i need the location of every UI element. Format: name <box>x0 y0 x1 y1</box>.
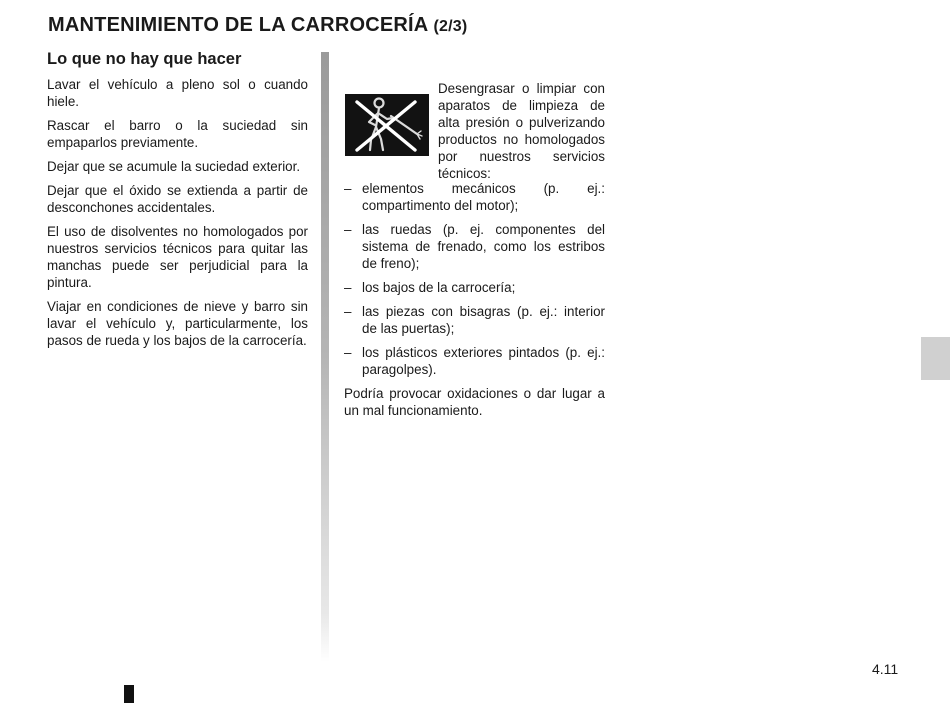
list-dash: – <box>344 181 352 196</box>
list-item <box>344 279 605 296</box>
list-dash: – <box>344 304 352 319</box>
list-dash: – <box>344 345 352 360</box>
list-item <box>344 221 605 272</box>
right-column <box>344 80 605 419</box>
list-dash: – <box>344 280 352 295</box>
paragraph: Lavar el vehículo a pleno sol o cuando hiele. <box>47 77 308 109</box>
list-item-text: los bajos de la carrocería; <box>362 280 516 295</box>
warning-intro: Desengrasar o limpiar con aparatos de limpieza de alta presión o pulverizando productos no homologados por nuestros servicios técnicos: <box>438 81 605 181</box>
title-part: (2/3) <box>433 18 468 35</box>
list-item <box>344 344 605 378</box>
list-item-text: los plásticos exteriores pintados (p. ej.: paragolpes). <box>362 345 605 377</box>
section-tab <box>921 337 950 380</box>
paragraph: El uso de disolventes no homologados por nuestros servicios técnicos para quitar las manchas puede ser perjudicial para la pintura. <box>47 224 308 290</box>
page-title <box>48 14 467 37</box>
paragraph: Rascar el barro o la suciedad sin empaparlos previamente. <box>47 118 308 150</box>
page-number: 4.11 <box>872 661 899 677</box>
section-subtitle: Lo que no hay que hacer <box>47 50 242 68</box>
paragraph: Dejar que se acumule la suciedad exterior. <box>47 159 301 174</box>
closing-note: Podría provocar oxidaciones o dar lugar a un mal funcionamiento. <box>344 386 605 418</box>
warning-block <box>344 80 605 180</box>
paragraph: Viajar en condiciones de nieve y barro sin lavar el vehículo y, particularmente, los pasos de rueda y los bajos de la carrocería. <box>47 299 308 348</box>
list-item-text: las ruedas (p. ej. componentes del sistema de frenado, como los estribos de freno); <box>362 222 605 271</box>
list-item-text: elementos mecánicos (p. ej.: compartimento del motor); <box>362 181 605 213</box>
column-divider <box>321 52 329 662</box>
list-item <box>344 303 605 337</box>
left-column <box>47 50 308 356</box>
list-item-text: las piezas con bisagras (p. ej.: interior de las puertas); <box>362 304 605 336</box>
no-pressure-washer-icon <box>345 94 429 156</box>
print-mark <box>124 685 134 703</box>
list-item <box>344 180 605 214</box>
affected-parts-list <box>344 180 605 378</box>
title-text: MANTENIMIENTO DE LA CARROCERÍA <box>48 14 428 36</box>
paragraph: Dejar que el óxido se extienda a partir de desconchones accidentales. <box>47 183 308 215</box>
list-dash: – <box>344 222 352 237</box>
